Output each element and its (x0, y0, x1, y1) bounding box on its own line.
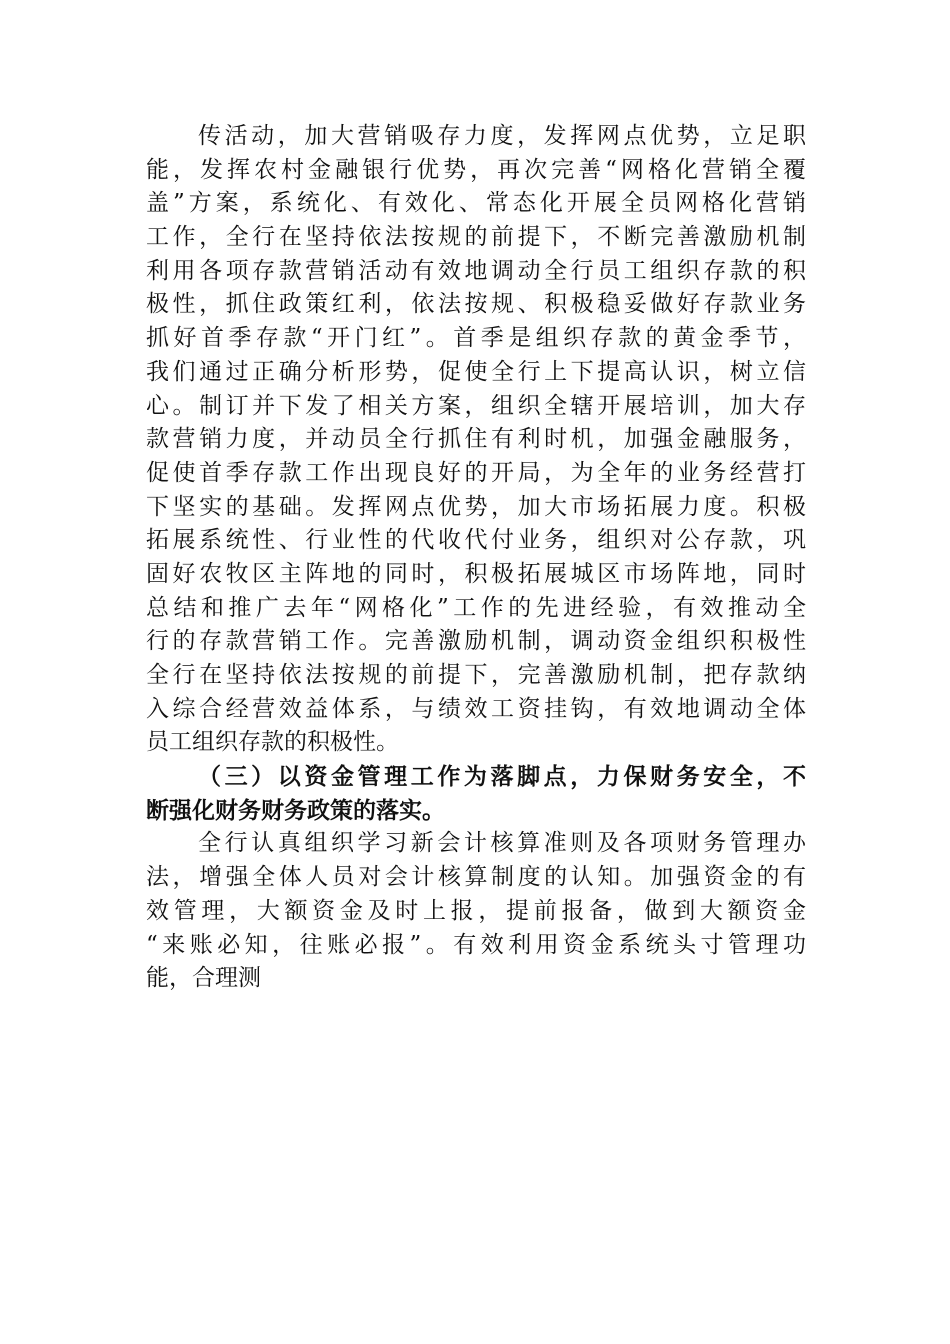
text-line: 拓展系统性、行业性的代收代付业务，组织对公存款，巩 (146, 527, 806, 554)
text-line: 员工组织存款的积极性。 (146, 729, 399, 756)
text-line: 效管理，大额资金及时上报，提前报备，做到大额资金 (146, 897, 806, 924)
text-line: 利用各项存款营销活动有效地调动全行员工组织存款的积 (146, 257, 806, 284)
text-line: 下坚实的基础。发挥网点优势，加大市场拓展力度。积极 (146, 493, 806, 520)
text-line: 能，发挥农村金融银行优势，再次完善“网格化营销全覆 (146, 156, 806, 183)
text-line: 入综合经营效益体系，与绩效工资挂钩，有效地调动全体 (146, 695, 806, 722)
body-text (146, 120, 806, 996)
text-line: 心。制订并下发了相关方案，组织全辖开展培训，加大存 (146, 392, 806, 419)
text-line: 总结和推广去年“网格化”工作的先进经验，有效推动全 (146, 594, 806, 621)
text-line: 款营销力度，并动员全行抓住有利时机，加强金融服务， (146, 426, 806, 453)
text-line: 法，增强全体人员对会计核算制度的认知。加强资金的有 (146, 864, 806, 891)
text-line: 抓好首季存款“开门红”。首季是组织存款的黄金季节， (146, 325, 806, 352)
text-line: 极性，抓住政策红利，依法按规、积极稳妥做好存款业务 (146, 291, 806, 318)
text-line: 传活动，加大营销吸存力度，发挥网点优势，立足职 (198, 123, 806, 149)
text-line: 我们通过正确分析形势，促使全行上下提高认识，树立信 (146, 358, 806, 385)
text-line: 工作，全行在坚持依法按规的前提下，不断完善激励机制 (146, 224, 806, 251)
section-heading: （三）以资金管理工作为落脚点，力保财务安全，不 (198, 763, 806, 791)
section-heading: 断强化财务财务政策的落实。 (146, 796, 445, 824)
text-line: 固好农牧区主阵地的同时，积极拓展城区市场阵地，同时 (146, 560, 806, 587)
text-line: 全行认真组织学习新会计核算准则及各项财务管理办 (198, 830, 806, 857)
text-line: 盖”方案，系统化、有效化、常态化开展全员网格化营销 (146, 190, 806, 217)
text-line: 全行在坚持依法按规的前提下，完善激励机制，把存款纳 (146, 662, 806, 688)
text-line: “来账必知，往账必报”。有效利用资金系统头寸管理功 (146, 931, 806, 958)
text-line: 促使首季存款工作出现良好的开局，为全年的业务经营打 (146, 459, 806, 486)
text-line: 能，合理测 (146, 965, 261, 992)
text-line: 行的存款营销工作。完善激励机制，调动资金组织积极性 (146, 628, 806, 655)
